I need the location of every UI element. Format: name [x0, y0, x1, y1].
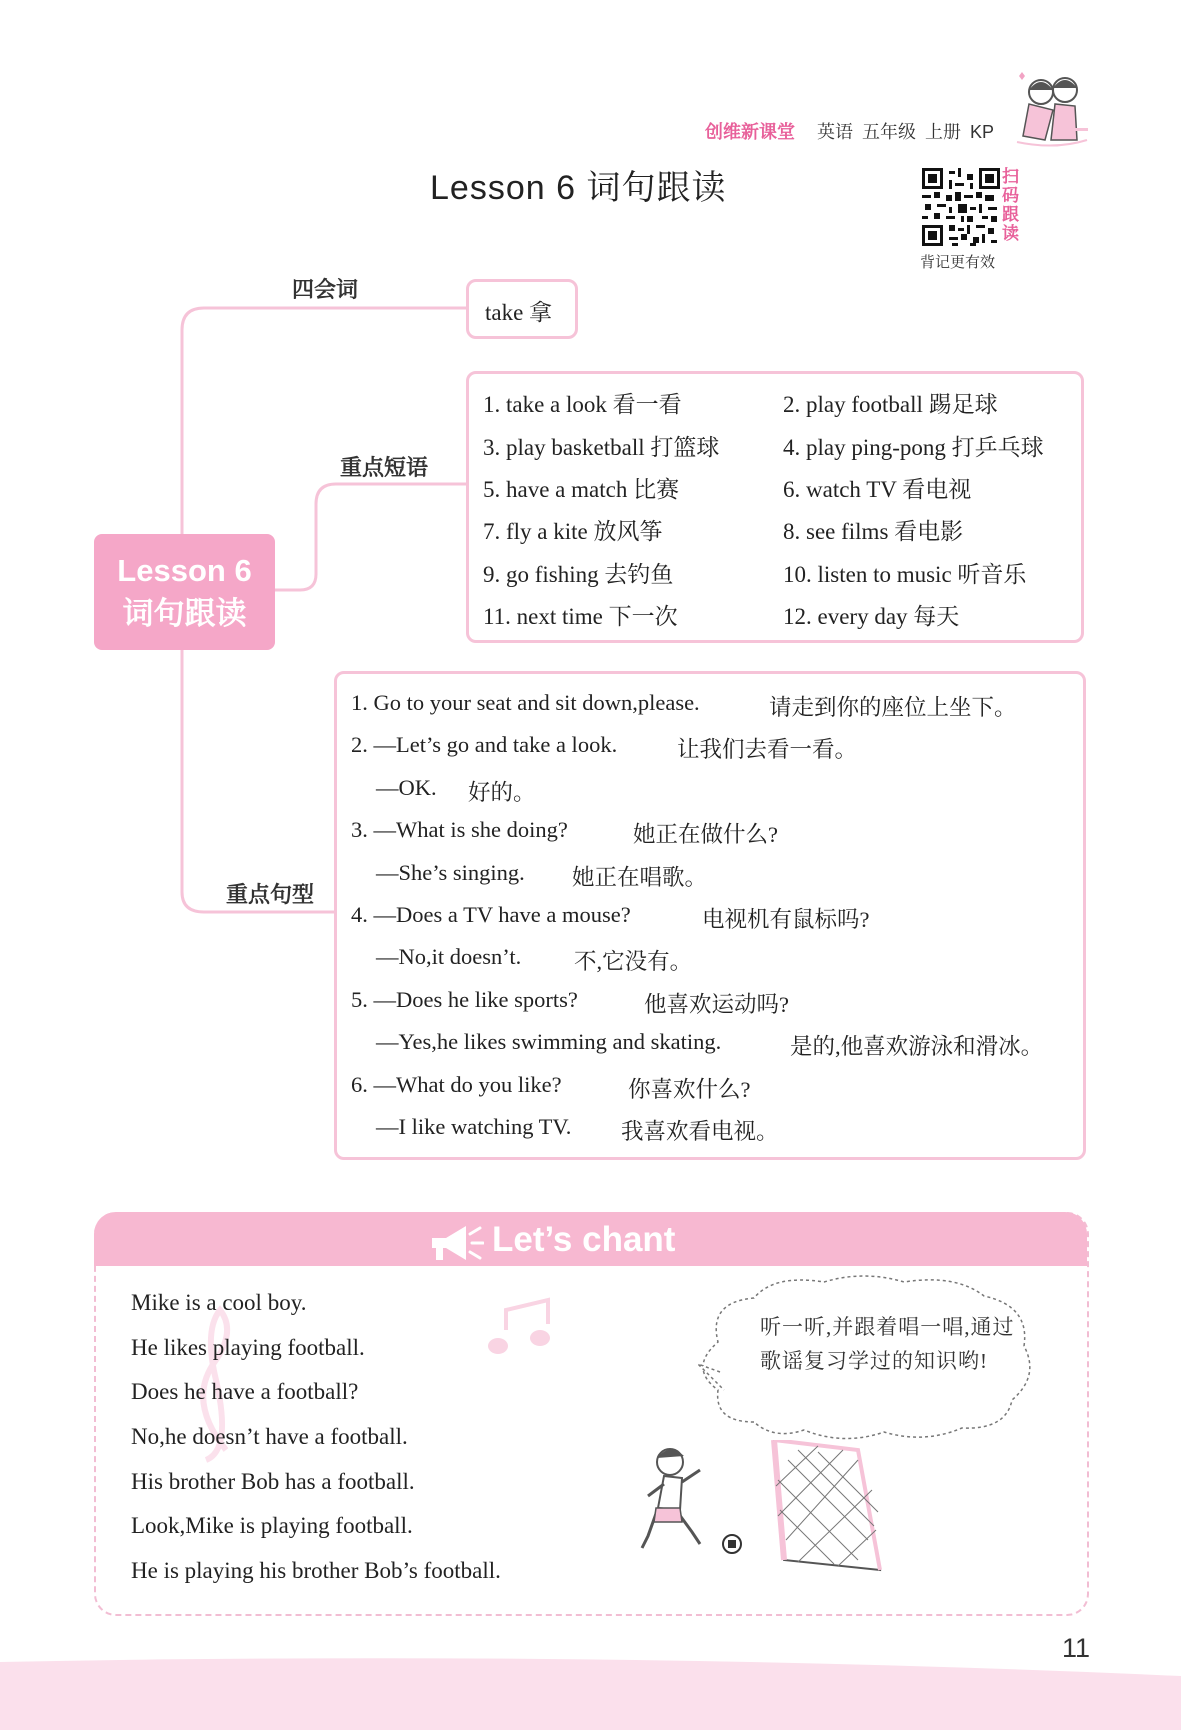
sentence-line [351, 690, 1071, 720]
sentence-zh: 她正在唱歌。 [572, 865, 708, 890]
sentence-line [376, 860, 1076, 890]
sentence-line [351, 732, 1071, 762]
phrase-item: 2. play football 踢足球 [783, 392, 998, 417]
megaphone-icon [426, 1222, 484, 1264]
brand-name: 创维新课堂 [705, 122, 795, 142]
chant-line: He likes playing football. [131, 1335, 365, 1360]
phrase-item: 4. play ping-pong 打乒乓球 [783, 435, 1044, 460]
phrase-item: 9. go fishing 去钓鱼 [483, 562, 674, 587]
phrases-box [466, 371, 1084, 643]
category-vocab: 四会词 [292, 277, 359, 302]
sentence-line [351, 817, 1071, 847]
sentence-zh: 我喜欢看电视。 [621, 1119, 779, 1144]
sentence-line [376, 1114, 1076, 1144]
sentence-line [351, 1072, 1071, 1102]
sentence-line [351, 902, 1071, 932]
sentence-zh: 电视机有鼠标吗? [702, 907, 870, 932]
qr-label-char: 扫 [1002, 167, 1019, 186]
phrase-item: 6. watch TV 看电视 [783, 477, 972, 502]
sentence-en: —She’s singing. [376, 860, 525, 885]
qr-caption: 背记更有效 [920, 255, 996, 271]
phrase-item: 5. have a match 比赛 [483, 477, 680, 502]
sentence-en: 2. —Let’s go and take a look. [351, 732, 618, 757]
sentence-line [351, 987, 1071, 1017]
sentence-en: —Yes,he likes swimming and skating. [376, 1029, 722, 1054]
qr-label-char: 码 [1002, 186, 1019, 205]
phrase-item: 12. every day 每天 [783, 604, 960, 629]
sentence-en: —OK. [376, 775, 437, 800]
category-phrases: 重点短语 [340, 455, 429, 480]
center-node [94, 534, 275, 650]
vocab-word: take 拿 [485, 300, 553, 325]
sentence-zh: 你喜欢什么? [628, 1077, 751, 1102]
page-title: Lesson 6 词句跟读 [430, 169, 727, 207]
phrase-item: 7. fly a kite 放风筝 [483, 519, 663, 544]
sentence-zh: 她正在做什么? [633, 822, 778, 847]
phrase-item: 10. listen to music 听音乐 [783, 562, 1027, 587]
page-number: 11 [1062, 1633, 1091, 1663]
sentence-zh: 让我们去看一看。 [677, 737, 858, 762]
phrase-item: 8. see films 看电影 [783, 519, 964, 544]
chant-line: Does he have a football? [131, 1379, 359, 1404]
vocab-box [466, 279, 578, 339]
sentence-en: —I like watching TV. [376, 1114, 572, 1139]
phrase-item: 1. take a look 看一看 [483, 392, 682, 417]
chant-title: Let’s chant [492, 1220, 676, 1259]
center-node-line1: Lesson 6 [117, 553, 252, 588]
category-sentences: 重点句型 [226, 882, 315, 907]
qr-label-char: 读 [1002, 224, 1019, 243]
phrase-item: 11. next time 下一次 [483, 604, 678, 629]
footer-band [0, 1650, 1181, 1730]
sentence-line [376, 1029, 1076, 1059]
sentence-en: 5. —Does he like sports? [351, 987, 578, 1012]
term: 上册 [925, 122, 961, 142]
sentence-line [376, 775, 1076, 805]
sentence-zh: 是的,他喜欢游泳和滑冰。 [790, 1034, 1044, 1059]
grade: 五年级 [862, 122, 916, 142]
sentence-en: 1. Go to your seat and sit down,please. [351, 690, 700, 715]
sentence-en: 6. —What do you like? [351, 1072, 562, 1097]
phrase-item: 3. play basketball 打篮球 [483, 435, 720, 460]
sentence-zh: 请走到你的座位上坐下。 [769, 695, 1017, 720]
sentence-en: —No,it doesn’t. [376, 944, 522, 969]
boy-playing-football-illustration [628, 1440, 898, 1580]
center-node-line2: 词句跟读 [122, 596, 247, 631]
sentence-zh: 他喜欢运动吗? [644, 992, 789, 1017]
qr-label-char: 跟 [1002, 205, 1019, 224]
subject: 英语 [817, 122, 853, 142]
chant-line: He is playing his brother Bob’s football. [131, 1558, 501, 1583]
sentence-line [376, 944, 1076, 974]
sentences-box [334, 671, 1086, 1160]
sentence-zh: 不,它没有。 [574, 949, 693, 974]
sentence-zh: 好的。 [468, 780, 536, 805]
edition: KP [970, 122, 995, 142]
sentence-en: 3. —What is she doing? [351, 817, 568, 842]
chant-line: His brother Bob has a football. [131, 1469, 415, 1494]
speech-bubble-text: 听一听,并跟着唱一唱,通过歌谣复习学过的知识哟! [760, 1315, 1015, 1373]
chant-line: No,he doesn’t have a football. [131, 1424, 408, 1449]
chant-line: Look,Mike is playing football. [131, 1513, 413, 1538]
sentence-en: 4. —Does a TV have a mouse? [351, 902, 631, 927]
chant-line: Mike is a cool boy. [131, 1290, 307, 1315]
